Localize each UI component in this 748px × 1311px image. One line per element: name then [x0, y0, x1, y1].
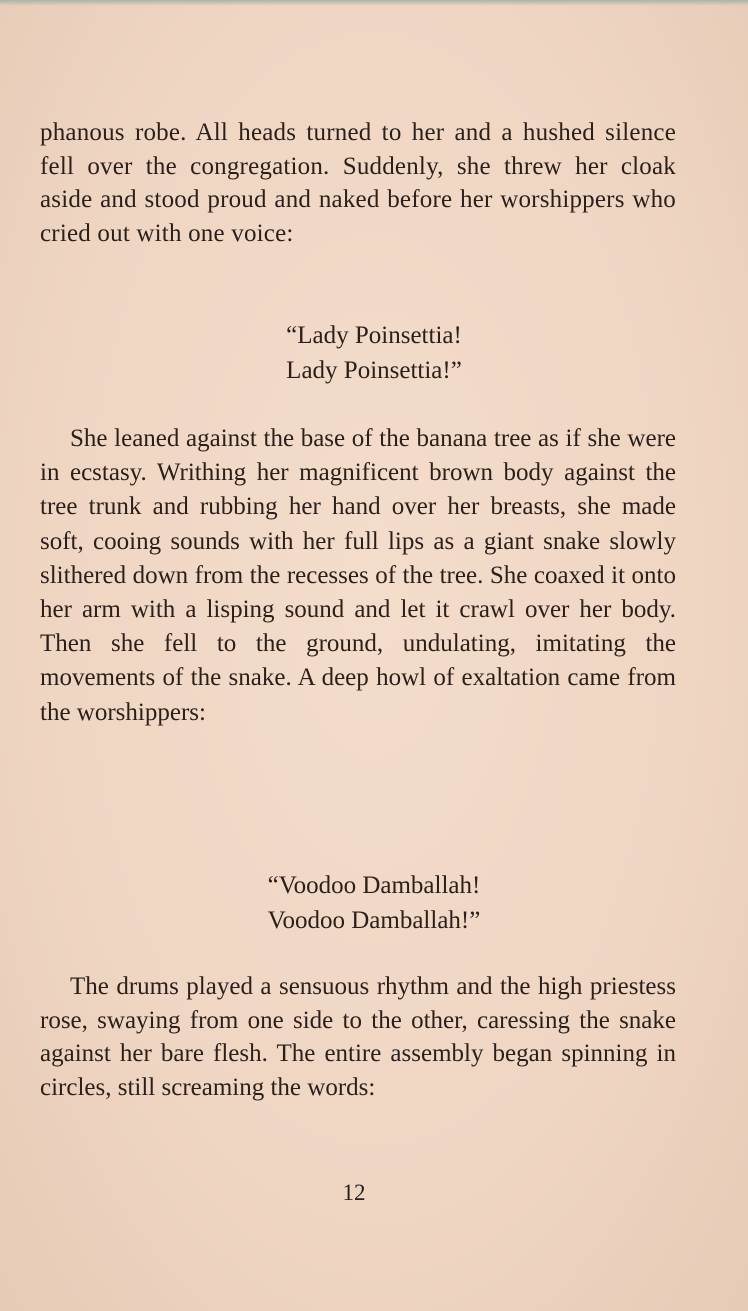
paragraph-3: The drums played a sensuous rhythm and the high priestess rose, swaying from one side to the other, caressing the snake against her bare flesh. The entire assembly began spinning in circles, still screaming the words:: [40, 973, 676, 1101]
chant-line-1: “Lady Poinsettia!: [286, 322, 462, 349]
page-number: 12: [342, 1180, 366, 1205]
chant-lady-poinsettia: [0, 318, 748, 388]
chant-line-2: Voodoo Damballah!”: [267, 907, 481, 934]
chant-line-2: Lady Poinsettia!”: [286, 357, 462, 384]
chant-voodoo-damballah: [0, 868, 748, 938]
paragraph-2: She leaned against the base of the banana tree as if she were in ecstasy. Writhing her magnificent brown body against the tree trunk and rubbing her hand over her breasts, she made soft, cooing sounds with her full lips as a giant snake slowly slithered down from the recesses of the tree. She coaxed it onto her arm with a lisping sound and let it crawl over her body. Then she fell to the ground, undulating, imitating the movements of the snake. A deep howl of exaltation came from the worshippers:: [40, 425, 676, 726]
paragraph-1: phanous robe. All heads turned to her and a hushed silence fell over the congregation. Suddenly, she threw her cloak aside and stood proud and naked before her worshippers who cried out with one voice:: [40, 119, 676, 247]
chant-line-1: “Voodoo Damballah!: [267, 872, 481, 899]
page-top-edge: [0, 0, 748, 6]
